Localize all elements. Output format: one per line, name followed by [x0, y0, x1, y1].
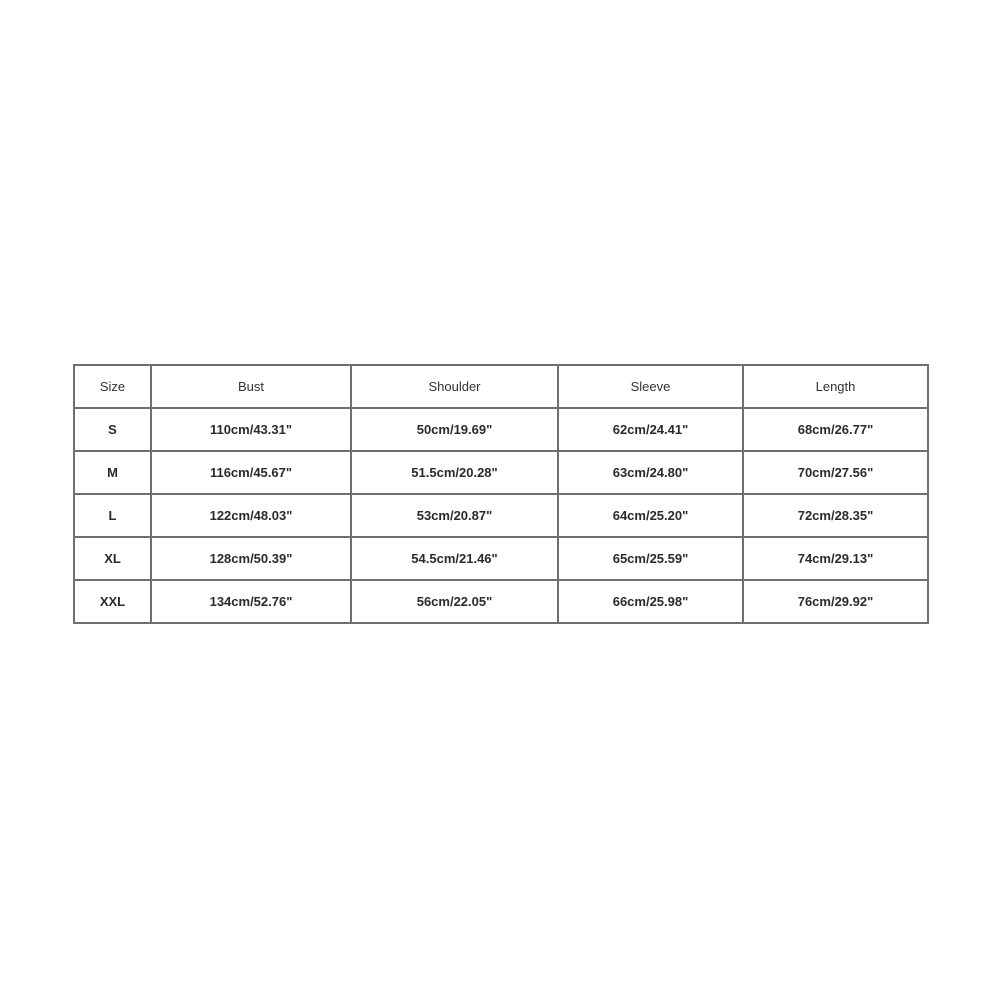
cell-bust: 134cm/52.76"	[151, 580, 351, 623]
cell-length: 74cm/29.13"	[743, 537, 928, 580]
cell-length: 72cm/28.35"	[743, 494, 928, 537]
cell-shoulder: 53cm/20.87"	[351, 494, 558, 537]
cell-size: S	[74, 408, 151, 451]
cell-sleeve: 62cm/24.41"	[558, 408, 743, 451]
cell-bust: 110cm/43.31"	[151, 408, 351, 451]
cell-shoulder: 56cm/22.05"	[351, 580, 558, 623]
table-row	[74, 408, 928, 451]
cell-bust: 128cm/50.39"	[151, 537, 351, 580]
cell-bust: 116cm/45.67"	[151, 451, 351, 494]
cell-sleeve: 64cm/25.20"	[558, 494, 743, 537]
cell-size: L	[74, 494, 151, 537]
size-chart-table	[73, 364, 929, 624]
cell-length: 68cm/26.77"	[743, 408, 928, 451]
header-length: Length	[743, 365, 928, 408]
table-header-row	[74, 365, 928, 408]
cell-sleeve: 65cm/25.59"	[558, 537, 743, 580]
header-shoulder: Shoulder	[351, 365, 558, 408]
cell-sleeve: 66cm/25.98"	[558, 580, 743, 623]
cell-shoulder: 51.5cm/20.28"	[351, 451, 558, 494]
cell-shoulder: 54.5cm/21.46"	[351, 537, 558, 580]
cell-size: XXL	[74, 580, 151, 623]
cell-size: M	[74, 451, 151, 494]
cell-length: 70cm/27.56"	[743, 451, 928, 494]
table-row	[74, 494, 928, 537]
header-size: Size	[74, 365, 151, 408]
table-row	[74, 580, 928, 623]
header-sleeve: Sleeve	[558, 365, 743, 408]
cell-sleeve: 63cm/24.80"	[558, 451, 743, 494]
cell-size: XL	[74, 537, 151, 580]
table-row	[74, 537, 928, 580]
cell-bust: 122cm/48.03"	[151, 494, 351, 537]
cell-shoulder: 50cm/19.69"	[351, 408, 558, 451]
header-bust: Bust	[151, 365, 351, 408]
cell-length: 76cm/29.92"	[743, 580, 928, 623]
table-row	[74, 451, 928, 494]
